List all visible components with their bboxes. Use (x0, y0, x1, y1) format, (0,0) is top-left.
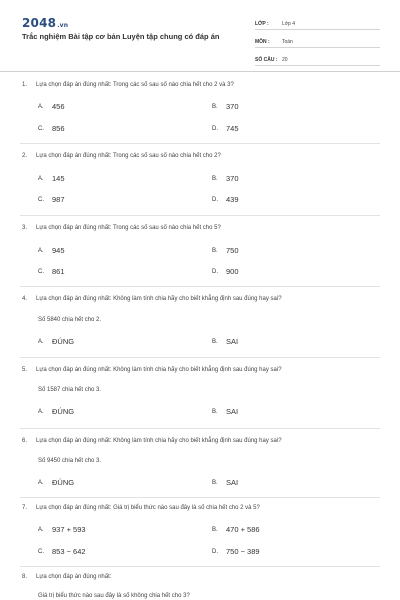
option-a[interactable] (38, 337, 74, 346)
option-value: 370 (226, 102, 239, 111)
site-logo[interactable] (22, 16, 68, 30)
question-number: 2. (22, 153, 28, 159)
question-prompt: Lựa chọn đáp án đúng nhất: Không làm tính chia hãy cho biết khẳng định sau đúng hay sai? (36, 367, 282, 373)
option-letter: A. (38, 408, 44, 415)
option-b[interactable] (212, 407, 238, 416)
option-value: 750 − 389 (226, 547, 260, 556)
meta-value: Toán (282, 39, 293, 45)
logo-suffix: .vn (57, 22, 69, 29)
option-d[interactable] (212, 124, 239, 133)
option-c[interactable] (38, 124, 65, 133)
option-value: ĐÚNG (52, 478, 75, 487)
option-d[interactable] (212, 267, 239, 276)
question-prompt: Lựa chọn đáp án đúng nhất: Trong các số sau số nào chia hết cho 5? (36, 225, 221, 231)
option-letter: D. (212, 268, 218, 275)
option-value: 145 (52, 174, 65, 183)
option-letter: B. (212, 338, 218, 345)
question-number: 4. (22, 296, 28, 302)
question-number: 7. (22, 505, 28, 511)
option-value: 900 (226, 267, 239, 276)
option-value: 945 (52, 246, 65, 255)
option-value: ĐÚNG (52, 407, 75, 416)
option-value: SAI (226, 478, 239, 487)
option-letter: D. (212, 125, 218, 132)
option-letter: A. (38, 479, 44, 486)
question-statement: Số 1587 chia hết cho 3. (38, 387, 102, 393)
option-letter: C. (38, 268, 44, 275)
option-letter: B. (212, 247, 218, 254)
divider (20, 143, 380, 144)
question-prompt: Lựa chọn đáp án đúng nhất: Trong các số sau số nào chia hết cho 2 và 3? (36, 82, 234, 88)
option-value: 745 (226, 124, 239, 133)
meta-value: 20 (282, 57, 288, 63)
option-c[interactable] (38, 547, 86, 556)
option-letter: A. (38, 526, 44, 533)
option-letter: A. (38, 103, 44, 110)
divider (20, 428, 380, 429)
option-letter: B. (212, 103, 218, 110)
meta-info (255, 16, 380, 70)
option-letter: B. (212, 479, 218, 486)
option-letter: A. (38, 175, 44, 182)
option-a[interactable] (38, 174, 65, 183)
option-letter: C. (38, 125, 44, 132)
meta-row-class (255, 16, 380, 30)
option-a[interactable] (38, 525, 86, 534)
question-text (22, 296, 282, 302)
logo-text: 2048 (22, 16, 57, 30)
option-a[interactable] (38, 407, 74, 416)
option-letter: B. (212, 175, 218, 182)
question-text (22, 438, 282, 444)
question-text (22, 367, 282, 373)
meta-row-subject (255, 34, 380, 48)
option-d[interactable] (212, 547, 260, 556)
option-letter: C. (38, 548, 44, 555)
meta-value: Lớp 4 (282, 21, 296, 27)
document-header (0, 0, 400, 72)
option-b[interactable] (212, 478, 238, 487)
question-prompt: Lựa chọn đáp án đúng nhất: Giá trị biểu thức nào sau đây là số chia hết cho 2 và 5? (36, 505, 260, 511)
question-prompt: Lựa chọn đáp án đúng nhất: Không làm tính chia hãy cho biết khẳng định sau đúng hay sai? (36, 438, 282, 444)
option-d[interactable] (212, 195, 239, 204)
option-b[interactable] (212, 174, 239, 183)
option-letter: D. (212, 548, 218, 555)
question-number: 6. (22, 438, 28, 444)
question-text (22, 574, 111, 580)
option-value: 937 + 593 (52, 525, 86, 534)
option-a[interactable] (38, 478, 74, 487)
question-text (22, 505, 260, 511)
option-value: 439 (226, 195, 239, 204)
option-letter: A. (38, 338, 44, 345)
option-value: SAI (226, 407, 239, 416)
divider (20, 215, 380, 216)
question-number: 1. (22, 82, 28, 88)
option-value: 470 + 586 (226, 525, 260, 534)
option-b[interactable] (212, 525, 260, 534)
option-letter: C. (38, 196, 44, 203)
question-text (22, 82, 234, 88)
question-statement: Số 5840 chia hết cho 2. (38, 317, 102, 323)
option-value: 987 (52, 195, 65, 204)
option-letter: B. (212, 526, 218, 533)
option-value: SAI (226, 337, 239, 346)
question-number: 3. (22, 225, 28, 231)
option-value: 861 (52, 267, 65, 276)
question-prompt: Lựa chọn đáp án đúng nhất: Trong các số sau số nào chia hết cho 2? (36, 153, 221, 159)
divider (20, 566, 380, 567)
question-text (22, 153, 221, 159)
divider (20, 357, 380, 358)
question-number: 5. (22, 367, 28, 373)
question-text (22, 225, 221, 231)
option-letter: B. (212, 408, 218, 415)
option-b[interactable] (212, 246, 239, 255)
option-b[interactable] (212, 102, 239, 111)
option-c[interactable] (38, 267, 65, 276)
question-number: 8. (22, 574, 28, 580)
option-b[interactable] (212, 337, 238, 346)
divider (20, 286, 380, 287)
option-letter: D. (212, 196, 218, 203)
question-statement: Số 9450 chia hết cho 3. (38, 458, 102, 464)
option-value: 750 (226, 246, 239, 255)
option-value: 456 (52, 102, 65, 111)
meta-label: LỚP : (255, 21, 269, 27)
meta-label: SỐ CÂU : (255, 57, 278, 63)
question-statement: Giá trị biểu thức nào sau đây là số không chia hết cho 3? (38, 593, 190, 599)
divider (20, 497, 380, 498)
option-c[interactable] (38, 195, 65, 204)
option-value: 856 (52, 124, 65, 133)
question-prompt: Lựa chọn đáp án đúng nhất: Không làm tính chia hãy cho biết khẳng định sau đúng hay sai? (36, 296, 282, 302)
meta-row-count (255, 52, 380, 66)
meta-label: MÔN : (255, 39, 270, 45)
document-title: Trắc nghiệm Bài tập cơ bản Luyện tập chung có đáp án (22, 32, 220, 41)
option-value: 853 − 642 (52, 547, 86, 556)
option-a[interactable] (38, 246, 65, 255)
option-value: 370 (226, 174, 239, 183)
option-letter: A. (38, 247, 44, 254)
option-value: ĐÚNG (52, 337, 75, 346)
option-a[interactable] (38, 102, 65, 111)
question-prompt: Lựa chọn đáp án đúng nhất: (36, 574, 112, 580)
